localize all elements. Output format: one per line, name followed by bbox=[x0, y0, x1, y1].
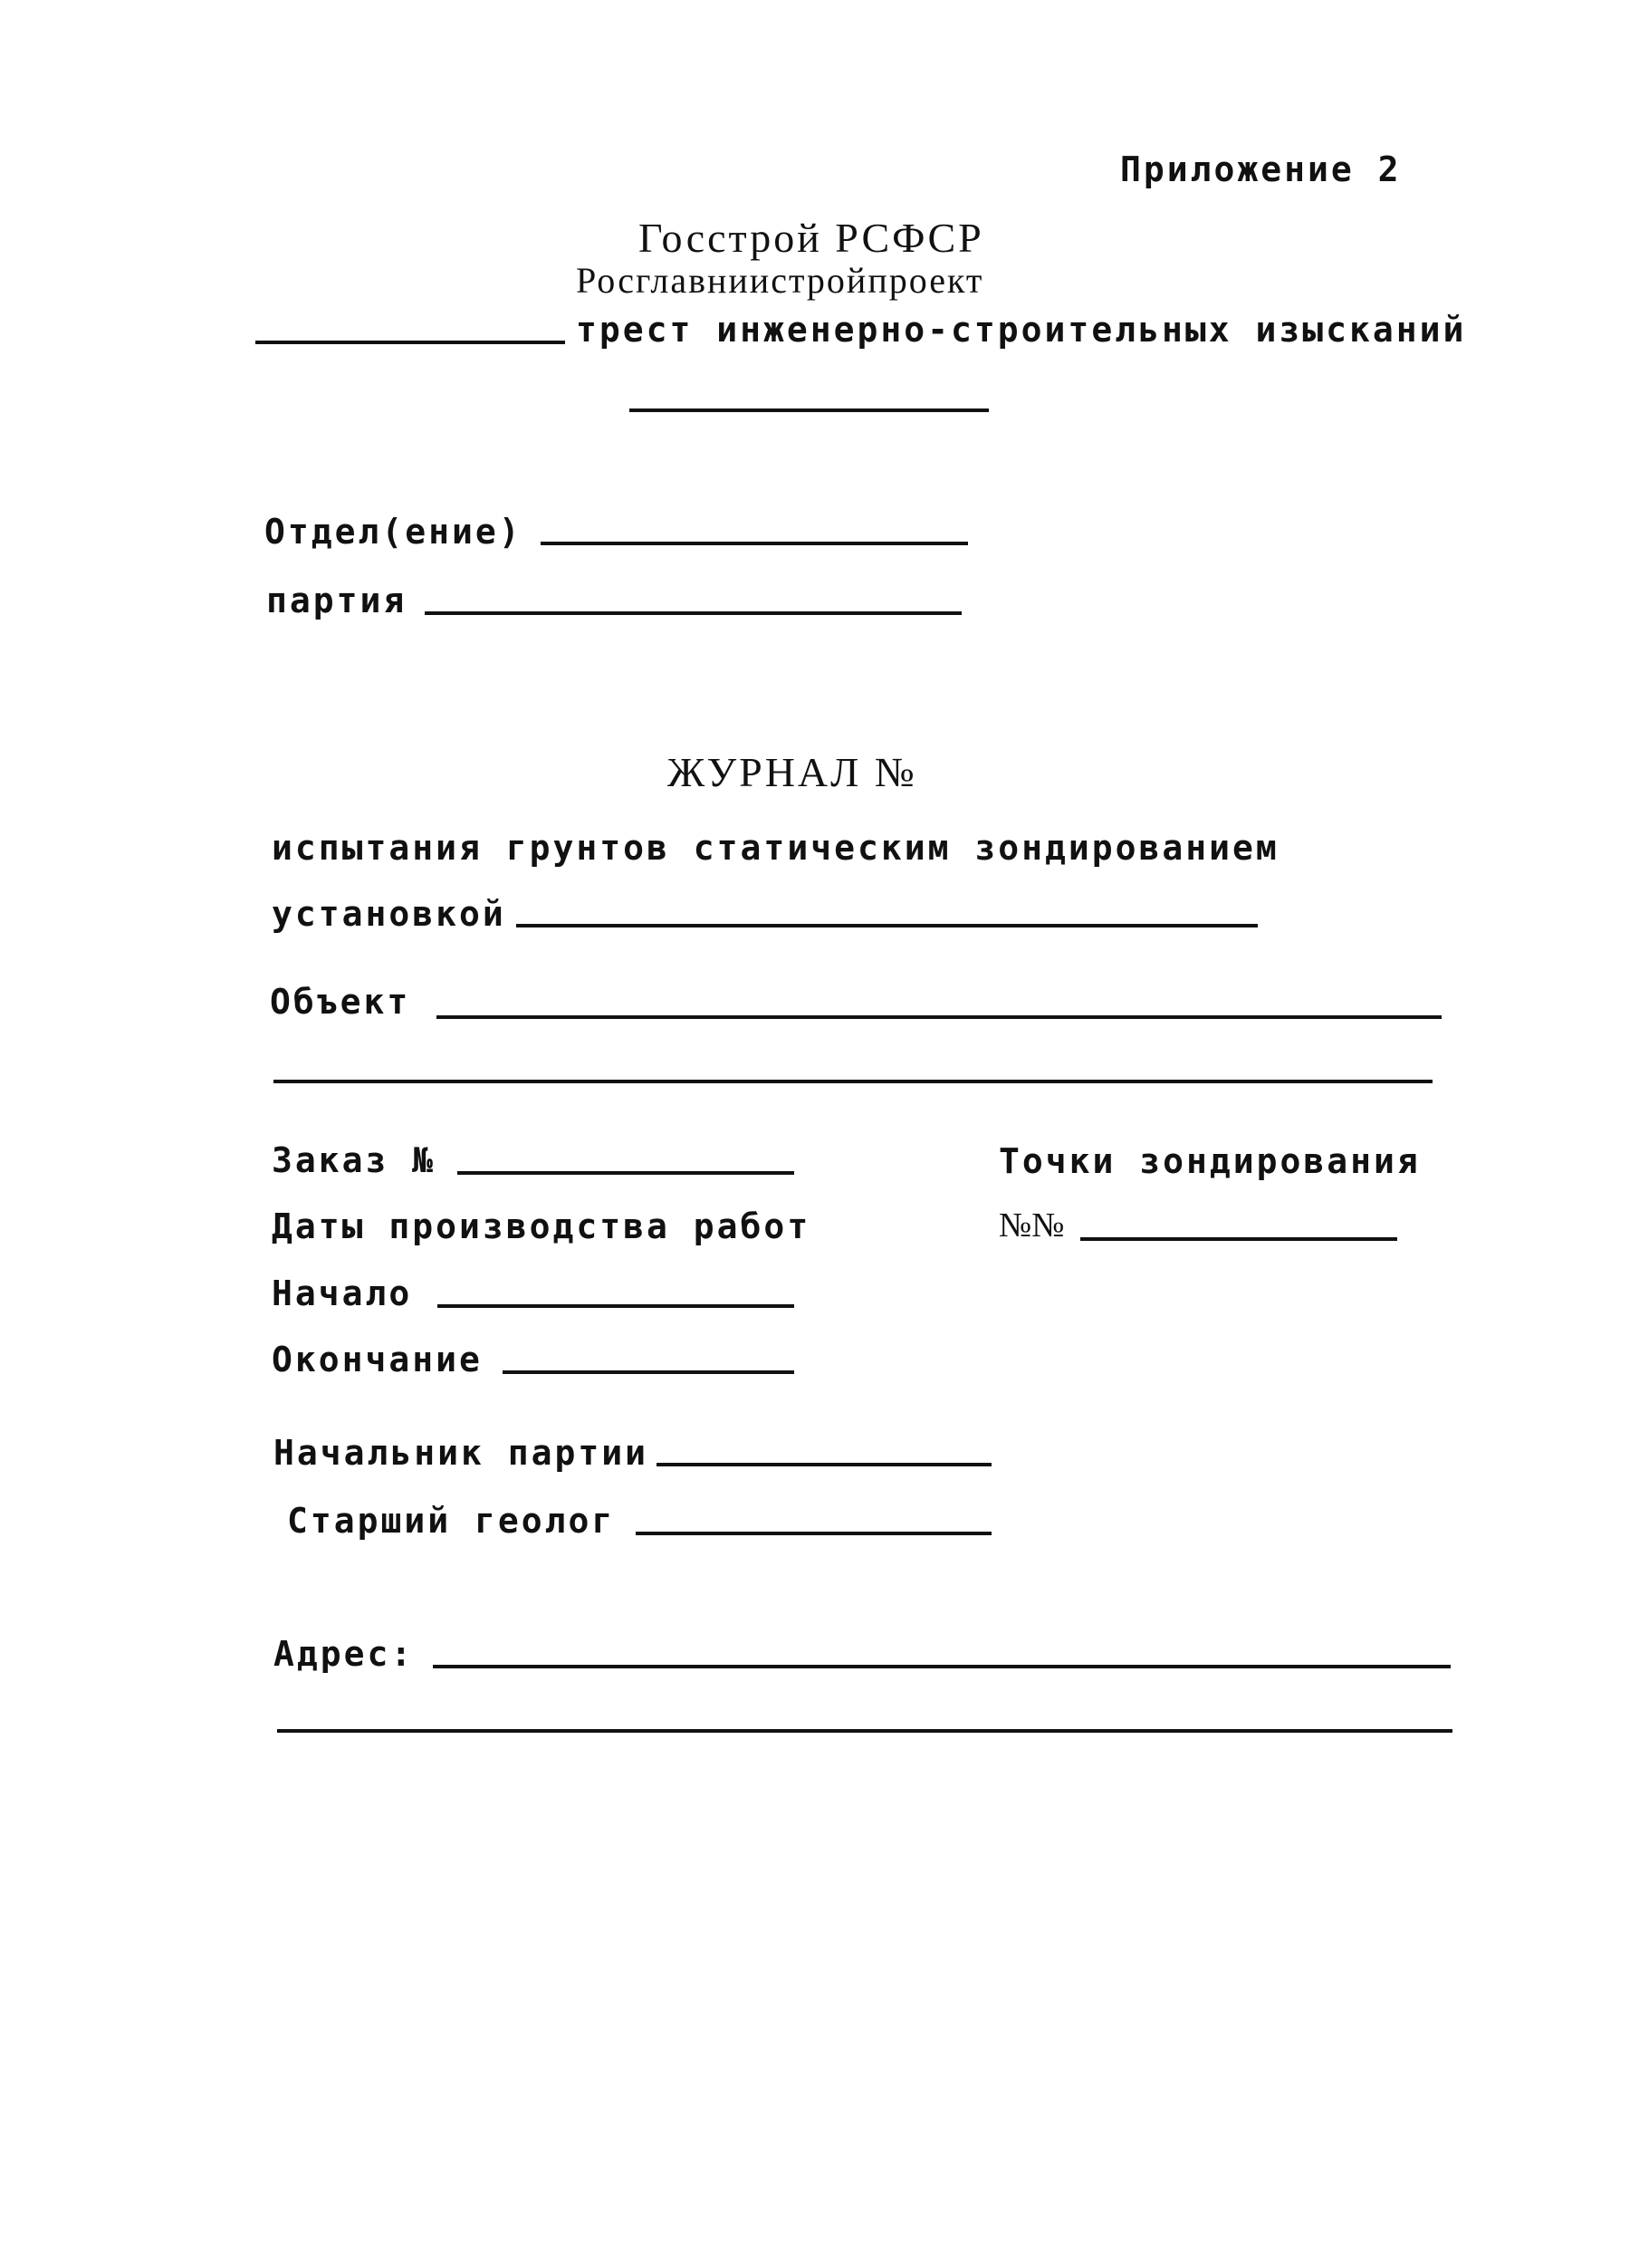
object-label: Объект bbox=[270, 982, 411, 1022]
start-date-field[interactable] bbox=[437, 1304, 794, 1308]
department-field[interactable] bbox=[541, 542, 968, 545]
trust-blank-line bbox=[255, 341, 565, 344]
appendix-label: Приложение 2 bbox=[1120, 149, 1402, 189]
sounding-numbers-field[interactable] bbox=[1080, 1237, 1397, 1241]
address-field[interactable] bbox=[433, 1665, 1451, 1668]
sounding-numbers-label: №№ bbox=[999, 1206, 1065, 1245]
order-field[interactable] bbox=[457, 1171, 794, 1175]
party-label: партия bbox=[266, 581, 407, 620]
installation-label: установкой bbox=[272, 894, 506, 934]
senior-geologist-field[interactable] bbox=[636, 1532, 992, 1535]
party-field[interactable] bbox=[425, 611, 962, 615]
senior-geologist-label: Старший геолог bbox=[287, 1501, 616, 1541]
org-line-3: трест инженерно-строительных изысканий bbox=[576, 310, 1467, 350]
end-date-field[interactable] bbox=[503, 1370, 794, 1374]
sounding-points-label: Точки зондирования bbox=[999, 1141, 1421, 1181]
department-label: Отдел(ение) bbox=[264, 512, 522, 552]
address-label: Адрес: bbox=[273, 1634, 415, 1674]
org-line-2: Росглавниистройпроект bbox=[576, 260, 984, 301]
journal-subtitle: испытания грунтов статическим зондированием bbox=[272, 828, 1280, 868]
end-label: Окончание bbox=[272, 1340, 483, 1379]
order-label: Заказ № bbox=[272, 1140, 436, 1180]
journal-title: ЖУРНАЛ № bbox=[667, 749, 917, 795]
address-field-continuation[interactable] bbox=[277, 1729, 1452, 1733]
installation-field[interactable] bbox=[516, 924, 1258, 927]
dates-label: Даты производства работ bbox=[272, 1206, 811, 1246]
start-label: Начало bbox=[272, 1273, 413, 1313]
party-chief-field[interactable] bbox=[657, 1463, 992, 1466]
header-blank-line bbox=[629, 408, 989, 412]
object-field-continuation[interactable] bbox=[273, 1080, 1433, 1083]
org-line-1: Госстрой РСФСР bbox=[638, 215, 984, 261]
party-chief-label: Начальник партии bbox=[273, 1433, 649, 1473]
object-field[interactable] bbox=[436, 1015, 1442, 1019]
